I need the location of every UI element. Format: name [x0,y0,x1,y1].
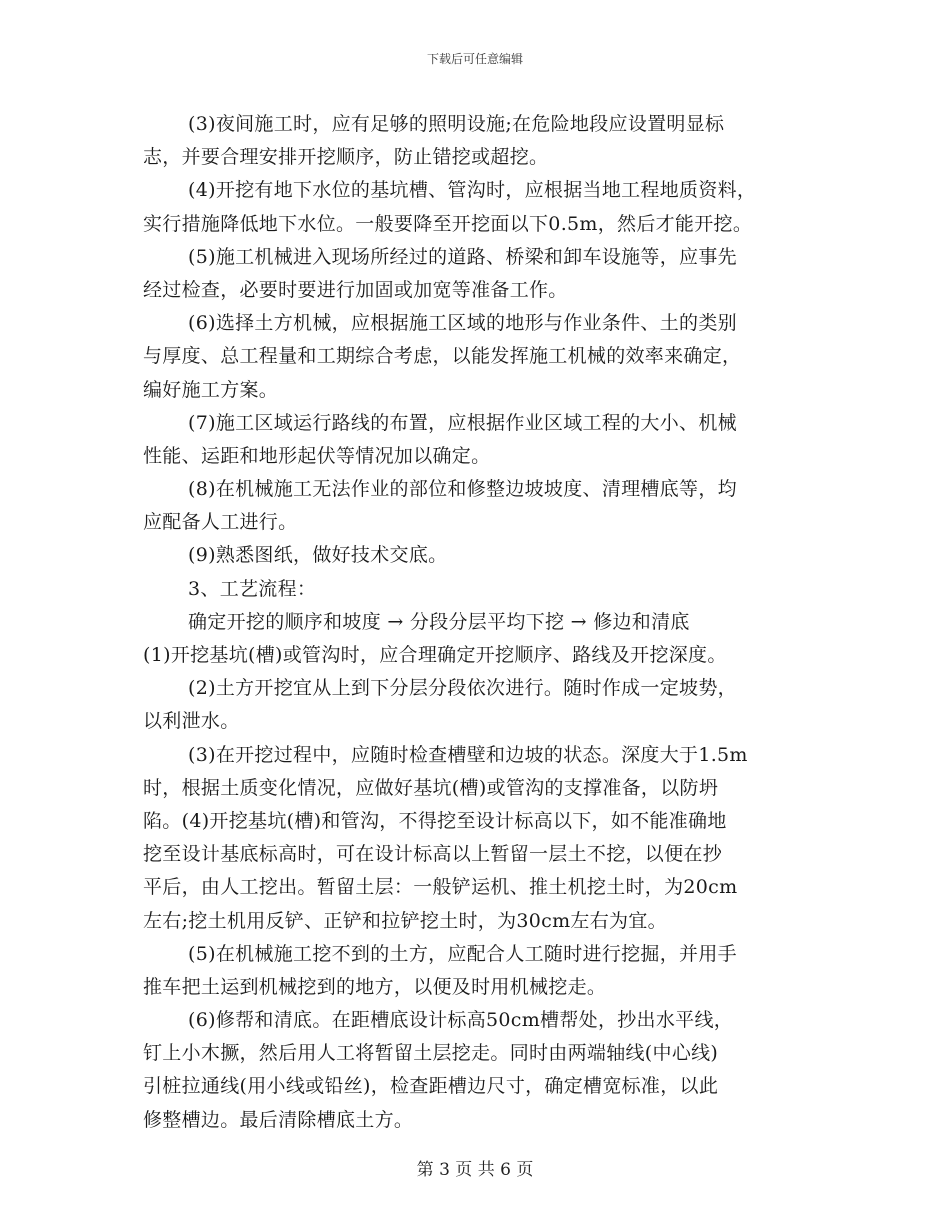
text-line: 以利泄水。 [143,710,240,733]
text-line: 平后，由人工挖出。暂留土层：一般铲运机、推土机挖土时，为20cm [143,876,738,899]
text-line: (6)选择土方机械，应根据施工区域的地形与作业条件、土的类别 [188,312,737,335]
document-body [143,108,813,1137]
text-line: (6)修帮和清底。在距槽底设计标高50cm槽帮处，抄出水平线， [188,1009,734,1032]
text-line: 钉上小木撅，然后用人工将暂留土层挖走。同时由两端轴线(中心线) [143,1042,719,1065]
text-line: 修整槽边。最后清除槽底土方。 [143,1108,414,1131]
text-line: 引桩拉通线(用小线或铅丝)，检查距槽边尺寸，确定槽宽标准，以此 [143,1075,719,1098]
text-line: 推车把土运到机械挖到的地方，以便及时用机械挖走。 [143,975,607,998]
text-line: 志，并要合理安排开挖顺序，防止错挖或超挖。 [143,146,549,169]
text-line: 时，根据土质变化情况，应做好基坑(槽)或管沟的支撑准备，以防坍 [143,776,719,799]
text-line: (7)施工区域运行路线的布置，应根据作业区域工程的大小、机械 [188,411,737,434]
text-line: 经过检查，必要时要进行加固或加宽等准备工作。 [143,278,568,301]
text-line: 3、工艺流程： [188,577,317,600]
text-line: 与厚度、总工程量和工期综合考虑，以能发挥施工机械的效率来确定， [143,345,742,368]
text-line: 实行措施降低地下水位。一般要降至开挖面以下0.5m，然后才能开挖。 [143,212,753,235]
text-line: (4)开挖有地下水位的基坑槽、管沟时，应根据当地工程地质资料， [188,179,757,202]
text-line: (8)在机械施工无法作业的部位和修整边坡坡度、清理槽底等，均 [188,478,737,501]
page-number-footer: 第 3 页 共 6 页 [416,1160,534,1180]
page-header: 下载后可任意编辑 [426,52,523,66]
text-line: 挖至设计基底标高时，可在设计标高以上暂留一层土不挖，以便在抄 [143,843,723,866]
text-line: (9)熟悉图纸，做好技术交底。 [188,544,448,567]
text-line: (2)土方开挖宜从上到下分层分段依次进行。随时作成一定坡势， [188,677,737,700]
text-line: 编好施工方案。 [143,378,279,401]
text-line: 确定开挖的顺序和坡度 → 分段分层平均下挖 → 修边和清底 [188,610,690,633]
text-line: 性能、运距和地形起伏等情况加以确定。 [143,444,491,467]
text-line: (5)施工机械进入现场所经过的道路、桥梁和卸车设施等，应事先 [188,245,737,268]
text-line: (5)在机械施工挖不到的土方，应配合人工随时进行挖掘，并用手 [188,942,737,965]
text-line: (3)夜间施工时，应有足够的照明设施;在危险地段应设置明显标 [188,113,725,135]
text-line: 左右;挖土机用反铲、正铲和拉铲挖土时，为30cm左右为宜。 [143,909,667,932]
text-line: (1)开挖基坑(槽)或管沟时，应合理确定开挖顺序、路线及开挖深度。 [143,644,727,666]
text-line: 应配备人工进行。 [143,511,298,534]
text-line: 陷。(4)开挖基坑(槽)和管沟，不得挖至设计标高以下，如不能准确地 [143,809,727,832]
text-line: (3)在开挖过程中，应随时检查槽壁和边坡的状态。深度大于1.5m [188,743,748,766]
